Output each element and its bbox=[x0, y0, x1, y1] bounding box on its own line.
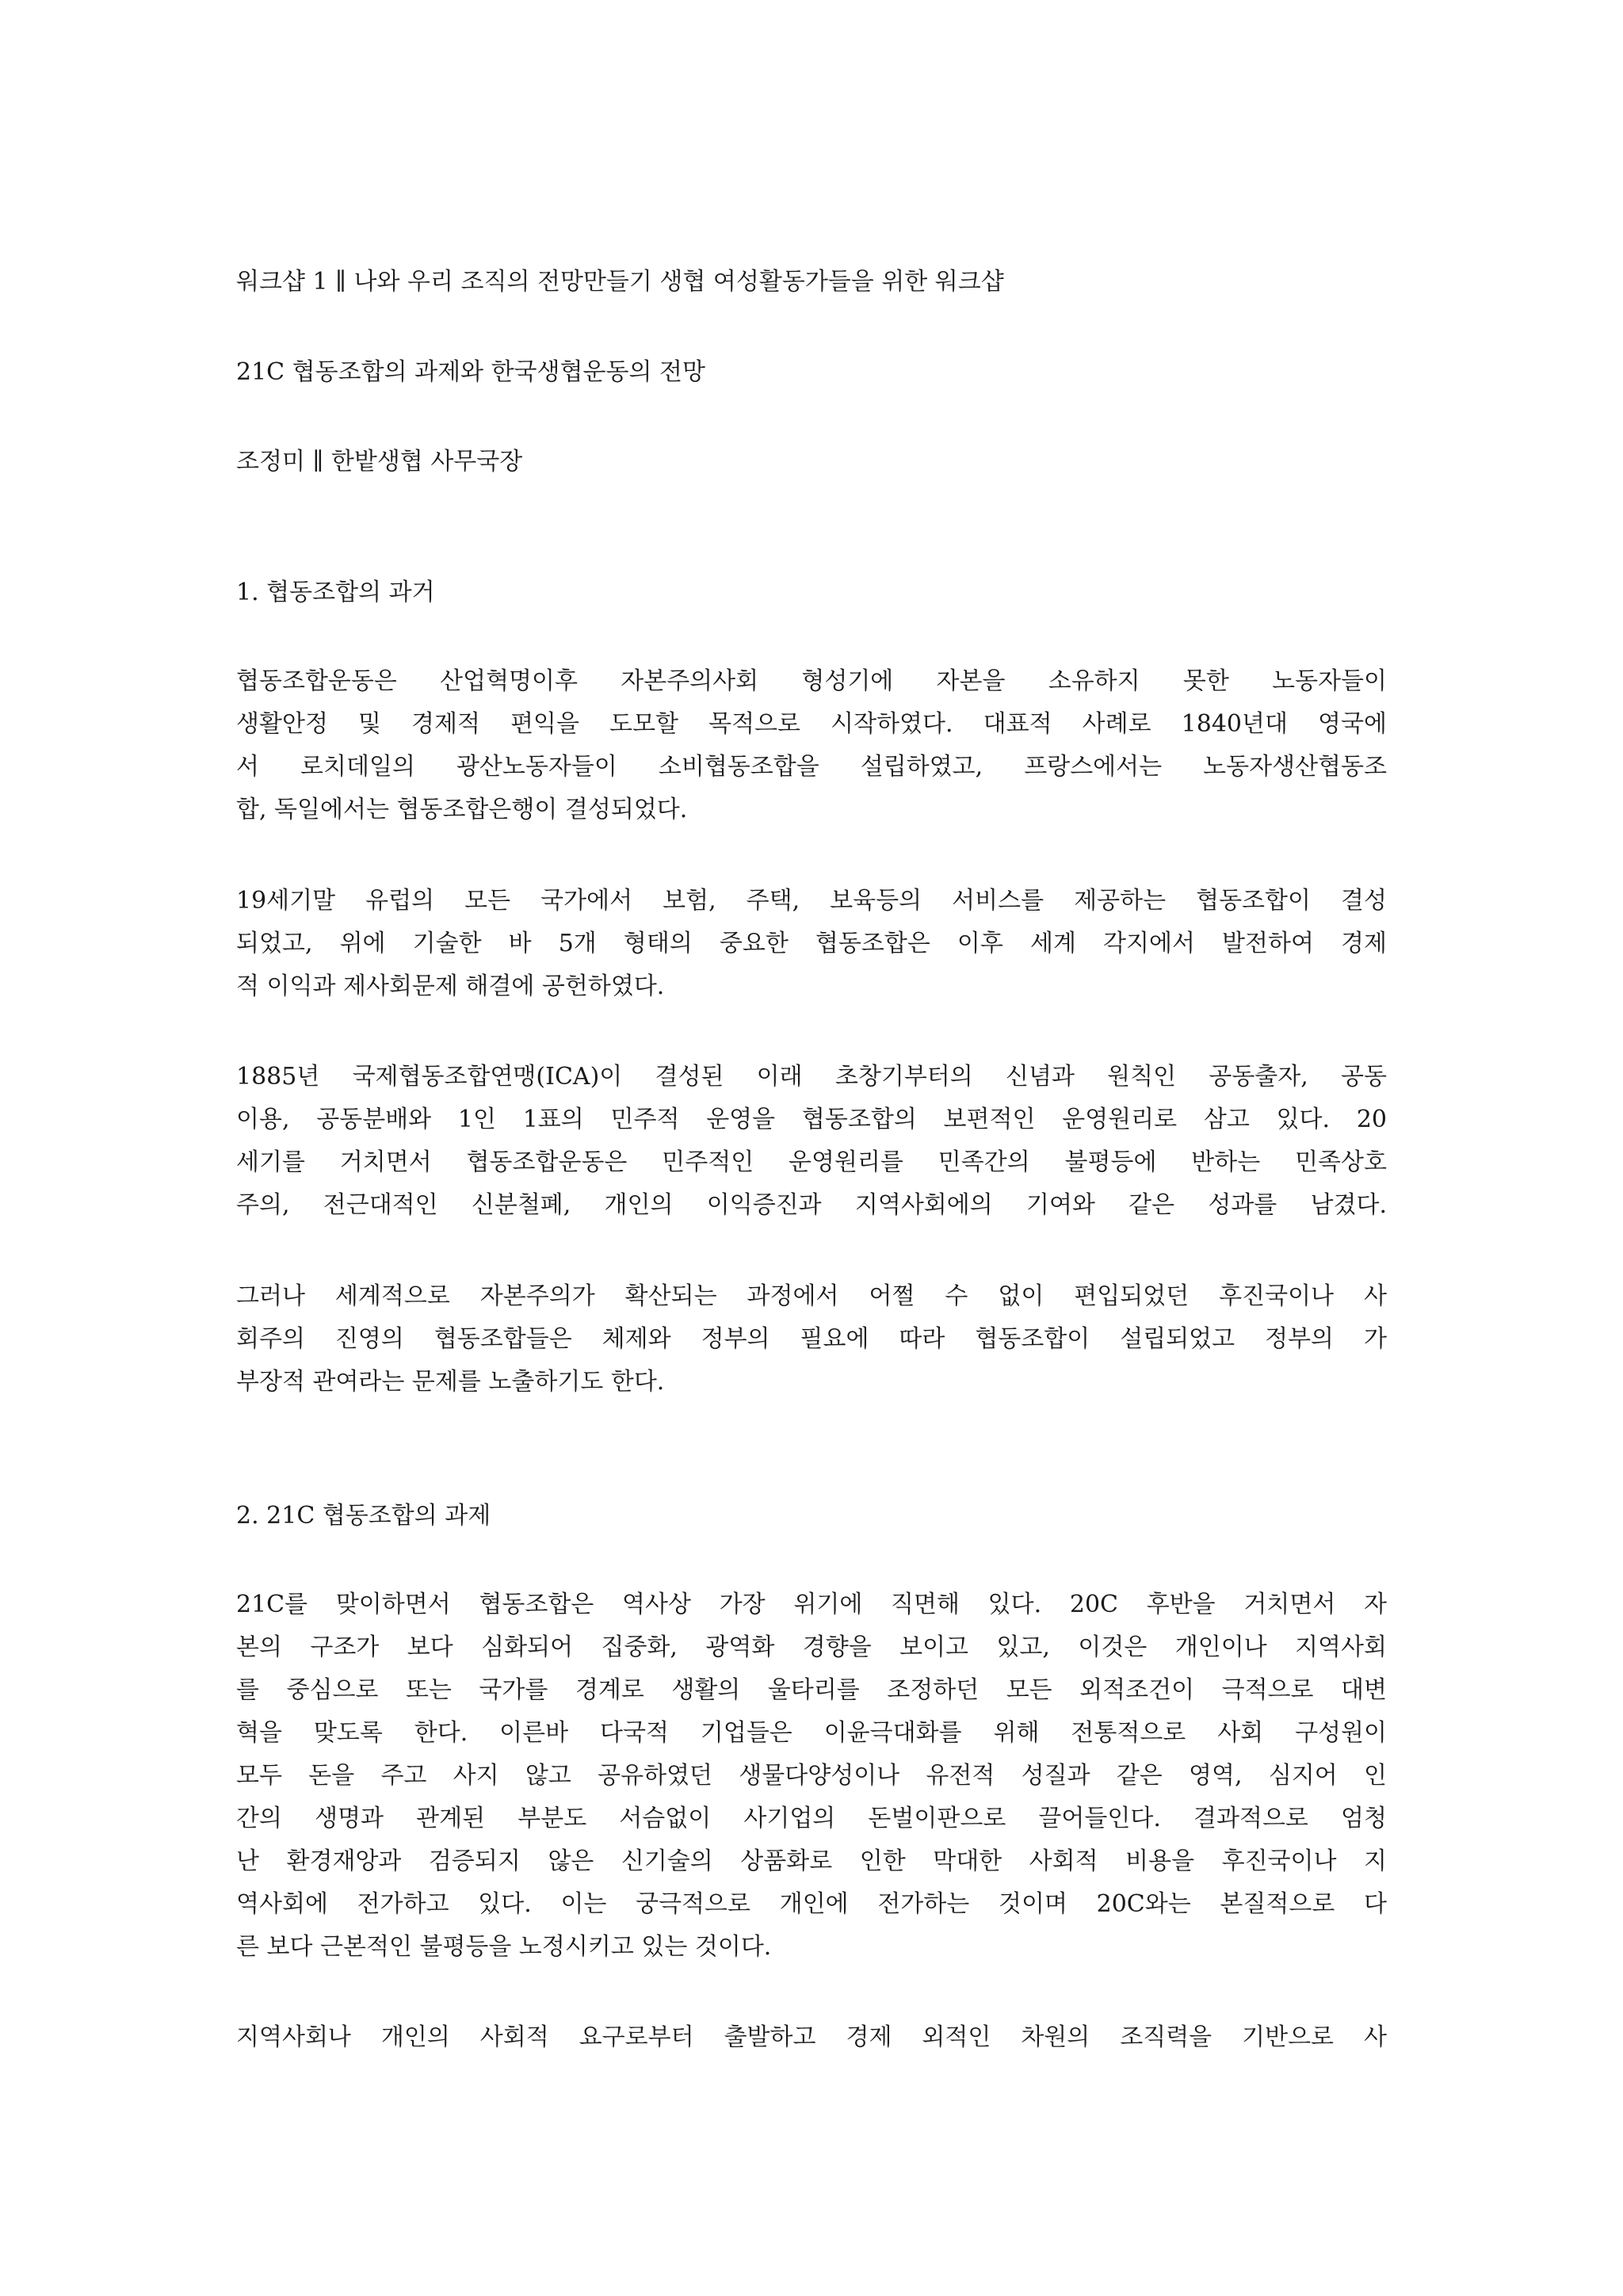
paragraph-line: 간의 생명과 관계된 부분도 서슴없이 사기업의 돈벌이판으로 끌어들인다. 결과적으로 엄청 bbox=[236, 1805, 1387, 1832]
paragraph-line: 난 환경재앙과 검증되지 않은 신기술의 상품화로 인한 막대한 사회적 비용을 후진국이나 지 bbox=[236, 1847, 1387, 1875]
paragraph-line: 19세기말 유럽의 모든 국가에서 보험, 주택, 보육등의 서비스를 제공하는 협동조합이 결성 bbox=[236, 887, 1387, 915]
paragraph-line: 지역사회나 개인의 사회적 요구로부터 출발하고 경제 외적인 차원의 조직력을 기반으로 사 bbox=[236, 2023, 1387, 2051]
workshop-line: 워크샵 1 ∥ 나와 우리 조직의 전망만들기 생협 여성활동가들을 위한 워크샵 bbox=[236, 268, 1004, 296]
document-title: 21C 협동조합의 과제와 한국생협운동의 전망 bbox=[236, 358, 705, 386]
paragraph-line: 른 보다 근본적인 불평등을 노정시키고 있는 것이다. bbox=[236, 1933, 772, 1961]
paragraph-line: 합, 독일에서는 협동조합은행이 결성되었다. bbox=[236, 796, 688, 823]
section-heading: 1. 협동조합의 과거 bbox=[236, 579, 435, 606]
paragraph-line: 협동조합운동은 산업혁명이후 자본주의사회 형성기에 자본을 소유하지 못한 노동자들이 bbox=[236, 667, 1387, 695]
paragraph-line: 주의, 전근대적인 신분철폐, 개인의 이익증진과 지역사회에의 기여와 같은 성과를 남겼다. bbox=[236, 1191, 1387, 1219]
paragraph-line: 그러나 세계적으로 자본주의가 확산되는 과정에서 어쩔 수 없이 편입되었던 후진국이나 사 bbox=[236, 1282, 1387, 1310]
author-line: 조정미 ∥ 한밭생협 사무국장 bbox=[236, 448, 523, 476]
paragraph-line: 생활안정 및 경제적 편익을 도모할 목적으로 시작하였다. 대표적 사례로 1840년대 영국에 bbox=[236, 710, 1387, 738]
paragraph-line: 세기를 거치면서 협동조합운동은 민주적인 운영원리를 민족간의 불평등에 반하는 민족상호 bbox=[236, 1148, 1387, 1176]
section-heading: 2. 21C 협동조합의 과제 bbox=[236, 1502, 491, 1530]
paragraph-line: 적 이익과 제사회문제 해결에 공헌하였다. bbox=[236, 972, 665, 1000]
paragraph-line: 역사회에 전가하고 있다. 이는 궁극적으로 개인에 전가하는 것이며 20C와는 본질적으로 다 bbox=[236, 1890, 1387, 1918]
paragraph-line: 회주의 진영의 협동조합들은 체제와 정부의 필요에 따라 협동조합이 설립되었고 정부의 가 bbox=[236, 1325, 1387, 1353]
paragraph-line: 를 중심으로 또는 국가를 경계로 생활의 울타리를 조정하던 모든 외적조건이 극적으로 대변 bbox=[236, 1676, 1387, 1704]
paragraph-line: 이용, 공동분배와 1인 1표의 민주적 운영을 협동조합의 보편적인 운영원리로 삼고 있다. 20 bbox=[236, 1106, 1387, 1133]
paragraph-line: 모두 돈을 주고 사지 않고 공유하였던 생물다양성이나 유전적 성질과 같은 영역, 심지어 인 bbox=[236, 1762, 1387, 1790]
paragraph-line: 1885년 국제협동조합연맹(ICA)이 결성된 이래 초창기부터의 신념과 원칙인 공동출자, 공동 bbox=[236, 1063, 1387, 1091]
paragraph-line: 되었고, 위에 기술한 바 5개 형태의 중요한 협동조합은 이후 세계 각지에서 발전하여 경제 bbox=[236, 930, 1387, 957]
paragraph-line: 혁을 맞도록 한다. 이른바 다국적 기업들은 이윤극대화를 위해 전통적으로 사회 구성원이 bbox=[236, 1719, 1387, 1747]
paragraph-line: 서 로치데일의 광산노동자들이 소비협동조합을 설립하였고, 프랑스에서는 노동자생산협동조 bbox=[236, 753, 1387, 781]
paragraph-line: 부장적 관여라는 문제를 노출하기도 한다. bbox=[236, 1368, 665, 1396]
paragraph-line: 21C를 맞이하면서 협동조합은 역사상 가장 위기에 직면해 있다. 20C 후반을 거치면서 자 bbox=[236, 1591, 1387, 1618]
paragraph-line: 본의 구조가 보다 심화되어 집중화, 광역화 경향을 보이고 있고, 이것은 개인이나 지역사회 bbox=[236, 1633, 1387, 1661]
